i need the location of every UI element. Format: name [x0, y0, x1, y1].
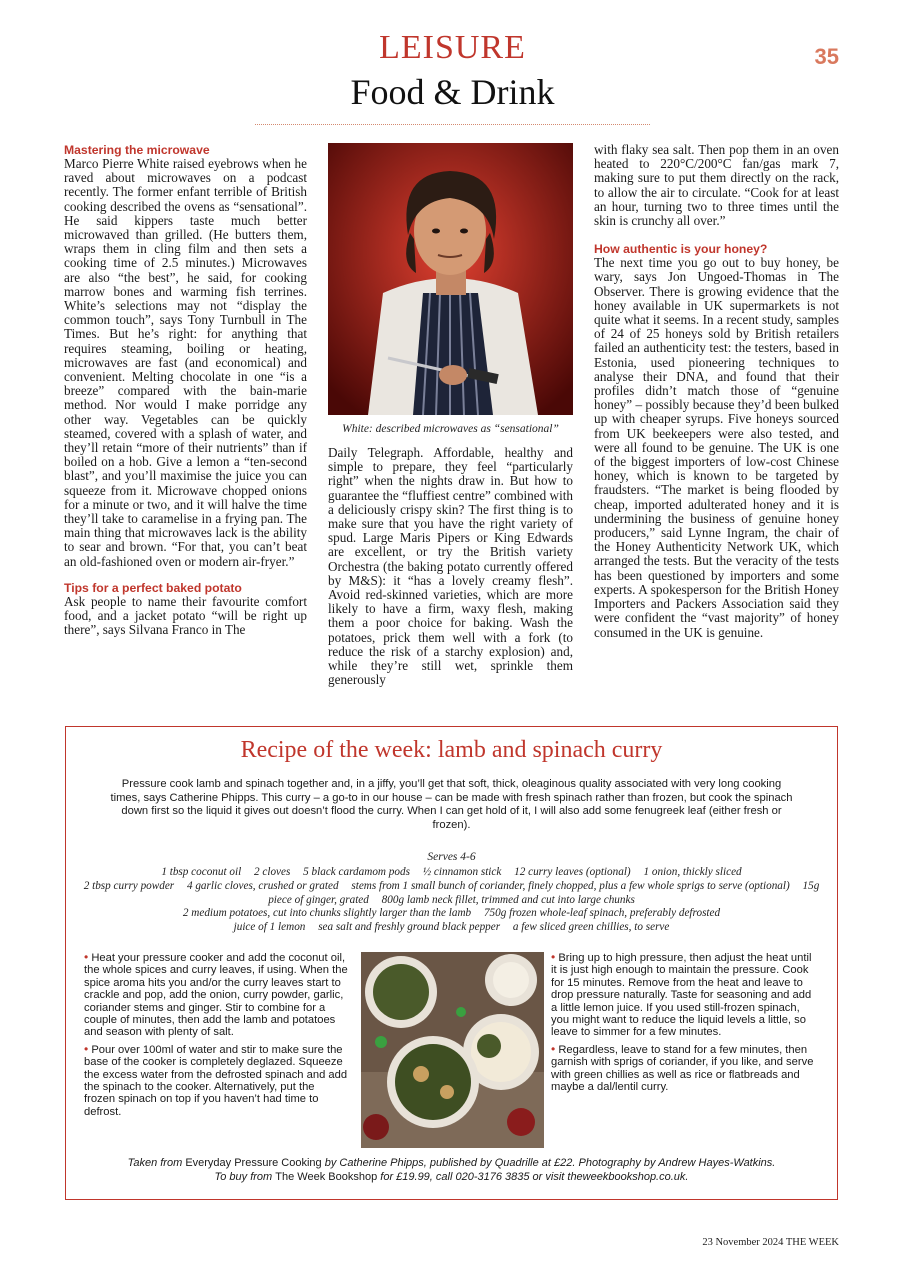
article-body-microwave: Marco Pierre White raised eyebrows when he raved about microwaves on a podcast recently. The former enfant terrible of British cooking described the ovens as “sensational”. He said kippers taste much better microwaved than grilled. (He butters them, wraps them in cling film and then sets a cooking time of 2.5 minutes.) Microwaves are also “the best”, he said, for cooking marrow bones and warming fish terrines. White’s selections may not “display the common touch”, says Tony Turnbull in The Times. But he’s right: for anything that requires steaming, boiling or heating, microwaves are fast (and economical) and convenient. Melting chocolate in one “is a breeze” compared with the bain-marie method. Nor would I make porridge any other way. Vegetables can be quickly steamed, covered with a splash of water, and they’ll retain “more of their nutrients” than if boiled on a hob. Give a lemon a “ten-second blast”, and you’ll maximise the juice you can squeeze from it. Microwave chopped onions for a minute or two, and it will halve the time they’ll take to caramelise in a frying pan. The main thing that microwaves lack is the ability to sear and brown. “For that, you can’t beat an old-fashioned oven or modern air-fryer.” [64, 156, 307, 569]
recipe-source [80, 1157, 823, 1184]
ingredient-item: 800g lamb neck fillet, trimmed and cut into large chunks [381, 893, 635, 906]
article-heading-microwave: Mastering the microwave [64, 143, 210, 157]
source-bookshop: The Week Bookshop [275, 1170, 378, 1183]
recipe-serves: Serves 4-6 [427, 851, 476, 863]
column-1 [64, 143, 307, 638]
method-step [551, 951, 817, 1039]
ingredient-item: juice of 1 lemon [233, 921, 306, 934]
ingredient-item: 2 tbsp curry powder [83, 879, 175, 892]
article-body-potato-part3: with flaky sea salt. Then pop them in an oven heated to 220°C/200°C fan/gas mark 7, making sure to put them directly on the rack, to allow the air to circulate. “Cook for at least an hour, turning two to three times until the skin is crunchy all over.” [594, 142, 839, 229]
ingredient-item: 1 tbsp coconut oil [161, 866, 242, 878]
method-step-text: Bring up to high pressure, then adjust the heat until it is just high enough to maintain the pressure. Cook for 15 minutes. Remove from the heat and leave to drop pressure naturally. Taste for seasoning and add a little lemon juice. If you used still-frozen spinach, you might want to reduce the liquid levels a little, so leave to simmer for a few minutes. [551, 952, 812, 1039]
ingredient-item: 15g piece of ginger, grated [268, 879, 820, 906]
ingredient-item: 4 garlic cloves, crushed or grated [186, 879, 339, 892]
header-divider [255, 124, 650, 125]
method-column-left [84, 951, 348, 1122]
method-step-text: Regardless, leave to stand for a few minutes, then garnish with sprigs of coriander, if you like, and serve with green chillies as well as rice or flatbreads and maybe a dal/lentil curry. [551, 1043, 814, 1094]
recipe-intro: Pressure cook lamb and spinach together and, in a jiffy, you’ll get that soft, thick, oleaginous quality associated with very long cooking times, says Catherine Phipps. This curry – a go-to in our house – can be made with fresh spinach rather than frozen, but cook the spinach down first so the liquid it gives out doesn’t flood the curry. When I can get hold of it, I will also add some fenugreek leaf (either fresh or frozen). [110, 778, 793, 831]
ingredient-item: 2 cloves [254, 866, 291, 878]
recipe-title: Recipe of the week: lamb and spinach curry [240, 737, 663, 763]
chef-photo [328, 143, 573, 415]
method-step [84, 1043, 348, 1118]
ingredient-item: 5 black cardamom pods [303, 866, 410, 878]
curry-photo [361, 952, 544, 1148]
page-number: 35 [814, 44, 839, 69]
method-column-right [551, 951, 817, 1097]
ingredient-item: sea salt and freshly ground black pepper [318, 921, 501, 934]
source-book: Everyday Pressure Cooking [185, 1157, 322, 1169]
method-step [84, 951, 348, 1039]
ingredient-item: stems from 1 small bunch of coriander, finely chopped, plus a few whole sprigs to serve (optional) [351, 879, 790, 892]
ingredient-item: 12 curry leaves (optional) [514, 866, 631, 878]
ingredient-item: ½ cinnamon stick [422, 866, 502, 878]
method-step [551, 1043, 817, 1094]
photo-caption: White: described microwaves as “sensational” [342, 423, 559, 435]
article-body-honey: The next time you go out to buy honey, be wary, says Jon Ungoed-Thomas in The Observer. There is growing evidence that the honey available in UK supermarkets is not quite what it seems. In a recent study, samples of 24 of 25 honeys sold by British retailers failed an authenticity test: the testers, based in Estonia, used pioneering techniques to analyse their DNA, and found that their profiles didn’t match those of “genuine honey” – possibly because they’d been bulked up with cheaper syrups. Five honeys sourced from UK beekeepers were also tested, and were all found to be genuine. The UK is one of the biggest importers of low-cost Chinese honey, which is known to be targeted by fraudsters. “The market is being flooded by cheap, imported adulterated honey and it is undermining the business of genuine honey producers,” said Lynne Ingram, the chair of the Honey Authenticity Network UK, which arranged the tests. But the veracity of the tests has been questioned by importers and some experts. A spokesperson for the British Honey Importers and Packers Association said they were confident the “vast majority” of honey consumed in the UK is genuine. [594, 255, 839, 640]
source-rest: by Catherine Phipps, published by Quadrille at £22. Photography by Andrew Hayes-Watkins. [324, 1157, 776, 1169]
page-footer: 23 November 2024 THE WEEK [702, 1237, 839, 1248]
ingredient-item: a few sliced green chillies, to serve [512, 921, 670, 934]
article-body-potato-part1: Ask people to name their favourite comfort food, and a jacket potato “will be right up there”, says Silvana Franco in The [64, 593, 307, 638]
bullet-icon: • [84, 1041, 89, 1056]
article-heading-honey: How authentic is your honey? [594, 242, 768, 257]
article-body-potato-part2: Daily Telegraph. Affordable, healthy and simple to prepare, they feel “particularly right” when the nights draw in. But how to guarantee the “fluffiest centre” combined with a deliciously crispy skin? The first thing is to make sure that you have the right variety of spud. Large Maris Pipers or King Edwards are excellent, or try the British variety Orchestra (the baking potato currently offered by M&S): it “has a lovely creamy flesh”. Avoid red-skinned varieties, which are more likely to have a firm, waxy flesh, making them a poor choice for baking. Wash the potatoes, prick them well with a fork (to reduce the risk of a starchy explosion) and, while they’re still wet, sprinkle them generously [328, 445, 573, 688]
source-buy-rest: for £19.99, call 020-3176 3835 or visit theweekbookshop.co.uk. [380, 1170, 689, 1183]
article-heading-potato: Tips for a perfect baked potato [64, 580, 242, 595]
column-3 [594, 143, 839, 640]
bullet-icon: • [84, 950, 89, 964]
chef-illustration [328, 143, 573, 415]
ingredient-item: 1 onion, thickly sliced [643, 866, 742, 878]
bullet-icon: • [551, 950, 556, 964]
ingredient-item: 750g frozen whole-leaf spinach, preferably defrosted [483, 907, 721, 920]
page-title: Food & Drink [350, 72, 555, 112]
ingredient-list [78, 866, 825, 935]
bullet-icon: • [551, 1041, 556, 1056]
ingredient-item: 2 medium potatoes, cut into chunks slightly larger than the lamb [182, 907, 472, 920]
method-step-text: Heat your pressure cooker and add the coconut oil, the whole spices and curry leaves, if using. When the spice aroma hits you and/or the curry leaves start to crackle and pop, add the onion, curry powder, garlic, coriander stems and ginger. Stir to combine for a couple of minutes, then add the lamb and potatoes and season with plenty of salt. [84, 952, 348, 1039]
column-2 [328, 446, 573, 687]
source-prefix: Taken from [127, 1157, 183, 1169]
method-step-text: Pour over 100ml of water and stir to make sure the base of the cooker is completely deglazed. Squeeze the excess water from the defrosted spinach and add the spinach to the cooker. Alternatively, put the frozen spinach on top if you haven’t had time to defrost. [84, 1043, 348, 1118]
curry-illustration [361, 952, 544, 1148]
source-buy-prefix: To buy from [214, 1170, 273, 1183]
section-heading: LEISURE [379, 29, 526, 66]
